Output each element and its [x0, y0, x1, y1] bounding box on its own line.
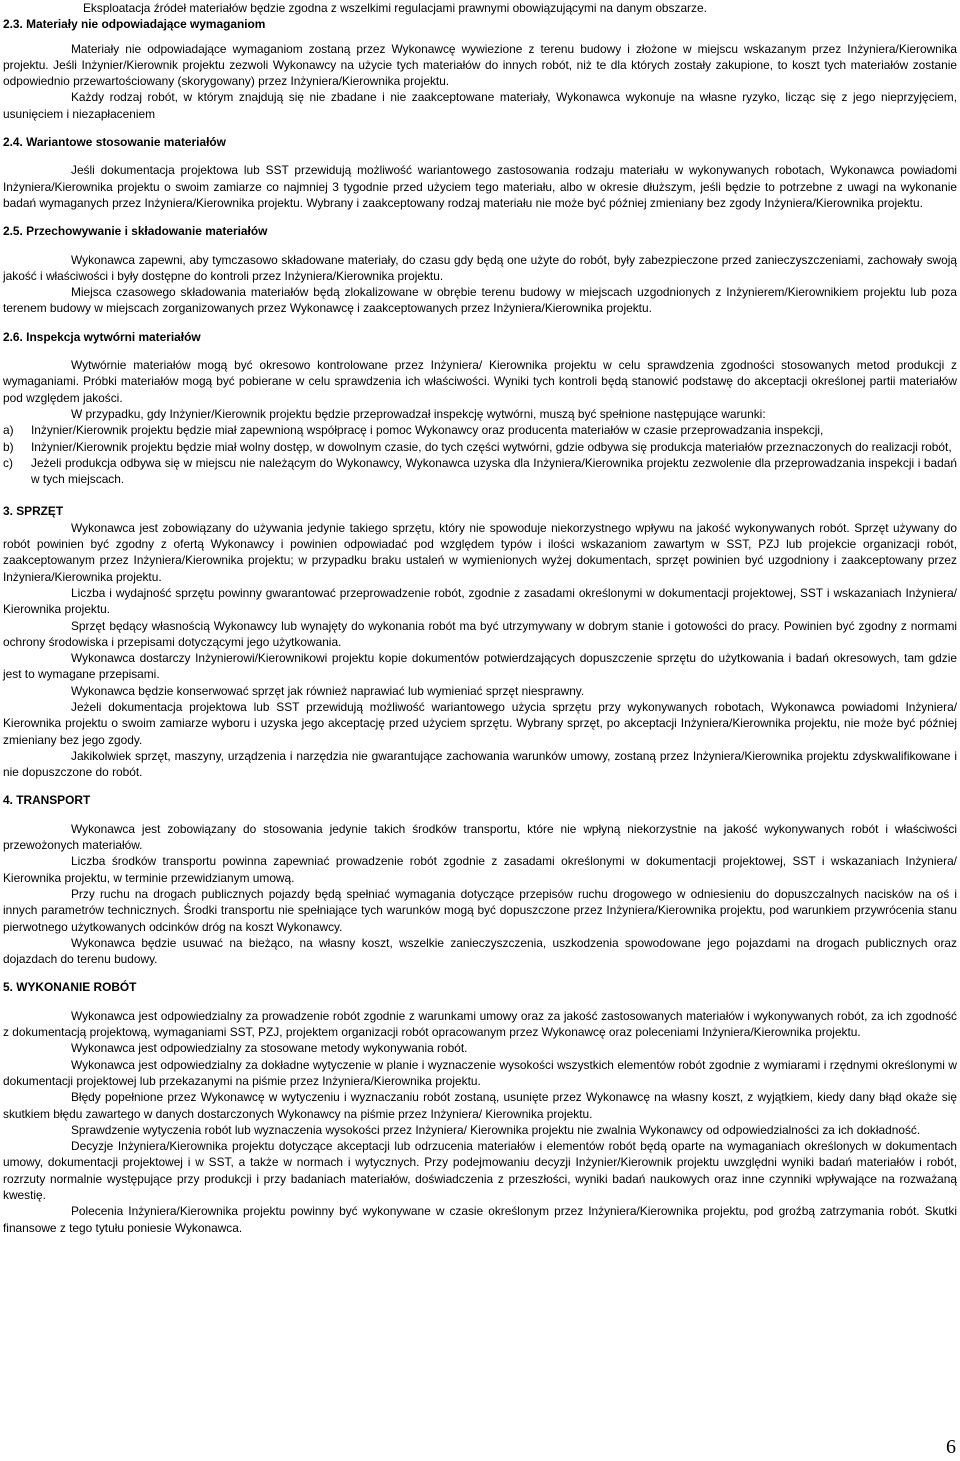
section-heading: 2.6. Inspekcja wytwórni materiałów — [3, 329, 201, 344]
section-heading: 2.3. Materiały nie odpowiadające wymaganiom — [3, 17, 266, 32]
section-2-6 — [3, 329, 957, 488]
section-heading: 2.5. Przechowywanie i składowanie materiałów — [3, 224, 268, 239]
paragraph: Wykonawca jest odpowiedzialny za dokładne wytyczenie w planie i wyznaczenie wysokości wszystkich elementów robót zgodnie z wymiarami i rzędnymi określonymi w dokumentacji projektowej lub przekazanymi na piśmie przez Inżyniera/Kierownika projektu. — [3, 1057, 957, 1088]
section-heading: 4. TRANSPORT — [3, 793, 91, 808]
section-5 — [3, 979, 957, 1235]
paragraph: Wykonawca będzie konserwować sprzęt jak również naprawiać lub wymieniać sprzęt niesprawny. — [71, 683, 585, 698]
paragraph: Sprawdzenie wytyczenia robót lub wyznaczenia wysokości przez Inżyniera/ Kierownika projektu nie zwalnia Wykonawcy od odpowiedzialności za ich dokładność. — [71, 1122, 921, 1137]
paragraph: Błędy popełnione przez Wykonawcę w wytyczeniu i wyznaczaniu robót zostaną, usunięte przez Wykonawcę na własny koszt, z wyjątkiem, kiedy dany błąd okaże się skutkiem błędu zawartego w danych dostarczonych Wykonawcy na piśmie przez Inżyniera/ Kierownika projektu. — [3, 1090, 957, 1121]
paragraph: Miejsca czasowego składowania materiałów będą zlokalizowane w obrębie terenu budowy w miejscach uzgodnionych z Inżynierem/Kierownikiem projektu lub poza terenem budowy w miejscach zorganizowanych przez Wykonawcę i zaakceptowanych przez Inżyniera/Kierownika projektu. — [3, 285, 957, 316]
paragraph: Jeśli dokumentacja projektowa lub SST przewidują możliwość wariantowego zastosowania rodzaju materiału w wykonywanych robotach, Wykonawca powiadomi Inżyniera/Kierownika projektu o swoim zamiarze co najmniej 3 tygodnie przed użyciem tego materiału, albo w okresie dłuższym, jeśli będzie to potrzebne z uwagi na wykonanie badań wymaganych przez Inżyniera/Kierownika projektu. Wybrany i zaakceptowany rodzaj materiału nie może być później zmieniany bez zgody Inżyniera/Kierownika projektu. — [3, 163, 957, 210]
paragraph: Przy ruchu na drogach publicznych pojazdy będą spełniać wymagania dotyczące przepisów ruchu drogowego w odniesieniu do dopuszczalnych nacisków na oś i innych parametrów technicznych. Środki transportu nie spełniające tych warunków mogą być dopuszczone przez Inżyniera/Kierownika projektu, pod warunkiem przywrócenia stanu pierwotnego użytkowanych odcinków dróg na koszt Wykonawcy. — [3, 886, 957, 934]
list-item — [3, 422, 957, 438]
list-item-text: Inżynier/Kierownik projektu będzie miał wolny dostęp, w dowolnym czasie, do tych części wytwórni, gdzie odbywa się produkcja materiałów przeznaczonych do realizacji robót, — [31, 439, 952, 454]
paragraph: Wykonawca jest zobowiązany do używania jedynie takiego sprzętu, który nie spowoduje niekorzystnego wpływu na jakość wykonywanych robót. Sprzęt używany do robót powinien być zgodny z ofertą Wykonawcy i powinien odpowiadać pod względem typów i ilości wskazaniom zawartym w SST, PZJ lub projekcie organizacji robót, zaakceptowanym przez Inżyniera/Kierownika projektu; w przypadku braku ustaleń w wymienionych wyżej dokumentach, sprzęt powinien być uzgodniony i zaakceptowany przez Inżyniera/Kierownika projektu. — [3, 520, 957, 584]
paragraph: Eksploatacja źródeł materiałów będzie zgodna z wszelkimi regulacjami prawnymi obowiązującymi na danym obszarze. — [83, 1, 707, 15]
paragraph: Wykonawca jest odpowiedzialny za stosowane metody wykonywania robót. — [71, 1041, 468, 1056]
paragraph: W przypadku, gdy Inżynier/Kierownik projektu będzie przeprowadzał inspekcję wytwórni, muszą być spełnione następujące warunki: — [71, 406, 766, 421]
section-2-3 — [3, 16, 957, 122]
paragraph: Jakikolwiek sprzęt, maszyny, urządzenia i narzędzia nie gwarantujące zachowania warunków umowy, zostaną przez Inżyniera/Kierownika projektu zdyskwalifikowane i nie dopuszczone do robót. — [3, 748, 957, 780]
paragraph: Wytwórnie materiałów mogą być okresowo kontrolowane przez Inżyniera/ Kierownika projektu w celu sprawdzenia zgodności stosowanych metod produkcji z wymaganiami. Próbki materiałów mogą być pobierane w celu sprawdzenia ich właściwości. Wyniki tych kontroli będą stanowić podstawę do akceptacji określonej partii materiałów pod względem jakości. — [3, 358, 957, 405]
paragraph: Wykonawca zapewni, aby tymczasowo składowane materiały, do czasu gdy będą one użyte do robót, były zabezpieczone przed zanieczyszczeniami, zachowały swoją jakość i właściwości i były dostępne do kontroli przez Inżyniera/Kierownika projektu. — [3, 252, 957, 283]
page-number: 6 — [946, 1436, 956, 1458]
paragraph: Wykonawca dostarczy Inżynierowi/Kierownikowi projektu kopie dokumentów potwierdzających dopuszczenie sprzętu do użytkowania i badań okresowych, tam gdzie jest to wymagane przepisami. — [3, 651, 957, 682]
paragraph: Materiały nie odpowiadające wymaganiom zostaną przez Wykonawcę wywiezione z terenu budowy i złożone w miejscu wskazanym przez Inżyniera/Kierownika projektu. Jeśli Inżynier/Kierownik projektu zezwoli Wykonawcy na użycie tych materiałów do innych robót, niż te dla których zostały zakupione, to koszt tych materiałów zostanie odpowiednio przewartościowany (skorygowany) przez Inżyniera/Kierownika projektu. — [3, 41, 957, 89]
list-item — [3, 439, 957, 455]
list-item-label: a) — [3, 423, 14, 438]
list-item-text: Jeżeli produkcja odbywa się w miejscu nie należącym do Wykonawcy, Wykonawca uzyska dla Inżyniera/Kierownika projektu zezwolenie dla przeprowadzania inspekcji i badań w tych miejscach. — [31, 455, 957, 487]
section-heading: 5. WYKONANIE ROBÓT — [3, 980, 137, 995]
list-item-label: b) — [3, 439, 14, 454]
list-item — [3, 455, 957, 488]
paragraph: Jeżeli dokumentacja projektowa lub SST przewidują możliwość wariantowego użycia sprzętu przy wykonywanych robotach, Wykonawca powiadomi Inżyniera/ Kierownika projektu o swoim zamiarze wyboru i uzyska jego akceptację przed użyciem sprzętu. Wybrany sprzęt, po akceptacji Inżyniera/Kierownika projektu, nie może być później zmieniany bez jego zgody. — [3, 699, 957, 747]
document-page — [3, 0, 957, 1236]
paragraph: Każdy rodzaj robót, w którym znajdują się nie zbadane i nie zaakceptowane materiały, Wykonawca wykonuje na własne ryzyko, licząc się z jego nieprzyjęciem, usunięciem i niezapłaceniem — [3, 90, 957, 121]
list-item-label: c) — [3, 455, 13, 470]
paragraph: Wykonawca będzie usuwać na bieżąco, na własny koszt, wszelkie zanieczyszczenia, uszkodzenia spowodowane jego pojazdami na drogach publicznych oraz dojazdach do terenu budowy. — [3, 935, 957, 967]
section-2-5 — [3, 223, 957, 316]
paragraph: Sprzęt będący własnością Wykonawcy lub wynajęty do wykonania robót ma być utrzymywany w dobrym stanie i gotowości do pracy. Powinien być zgodny z normami ochrony środowiska i przepisami dotyczącymi jego użytkowania. — [3, 618, 957, 649]
section-heading: 2.4. Wariantowe stosowanie materiałów — [3, 135, 226, 150]
section-4 — [3, 792, 957, 967]
paragraph: Wykonawca jest zobowiązany do stosowania jedynie takich środków transportu, które nie wpłyną niekorzystnie na jakość wykonywanych robót i właściwości przewożonych materiałów. — [3, 821, 957, 853]
paragraph: Liczba środków transportu powinna zapewniać prowadzenie robót zgodnie z zasadami określonymi w dokumentacji projektowej, SST i wskazaniach Inżyniera/ Kierownika projektu, w terminie przewidzianym umową. — [3, 854, 957, 885]
paragraph: Wykonawca jest odpowiedzialny za prowadzenie robót zgodnie z warunkami umowy oraz za jakość zastosowanych materiałów i wykonywanych robót, za ich zgodność z dokumentacją projektową, wymaganiami SST, PZJ, projektem organizacji robót opracowanym przez Wykonawcę oraz poleceniami Inżyniera/Kierownika projektu. — [3, 1008, 957, 1040]
list-item-text: Inżynier/Kierownik projektu będzie miał zapewnioną współpracę i pomoc Wykonawcy oraz producenta materiałów w czasie przeprowadzania inspekcji, — [31, 423, 824, 438]
section-heading: 3. SPRZĘT — [3, 504, 64, 519]
paragraph: Decyzje Inżyniera/Kierownika projektu dotyczące akceptacji lub odrzucenia materiałów i elementów robót będą oparte na wymaganiach określonych w dokumentach umowy, dokumentacji projektowej i w SST, a także w normach i wytycznych. Przy podejmowaniu decyzji Inżynier/Kierownik projektu uwzględni wyniki badań materiałów i robót, rozrzuty normalnie występujące przy produkcji i przy badaniach materiałów, doświadczenia z przeszłości, wyniki badań naukowych oraz inne czynniki wpływające na rozważaną kwestię. — [3, 1139, 957, 1202]
paragraph: Polecenia Inżyniera/Kierownika projektu powinny być wykonywane w czasie określonym przez Inżyniera/Kierownika projektu, pod groźbą zatrzymania robót. Skutki finansowe z tego tytułu poniesie Wykonawca. — [3, 1204, 957, 1235]
paragraph: Liczba i wydajność sprzętu powinny gwarantować przeprowadzenie robót, zgodnie z zasadami określonymi w dokumentacji projektowej, SST i wskazaniach Inżyniera/ Kierownika projektu. — [3, 585, 957, 617]
section-3 — [3, 503, 957, 780]
section-2-4 — [3, 134, 957, 211]
